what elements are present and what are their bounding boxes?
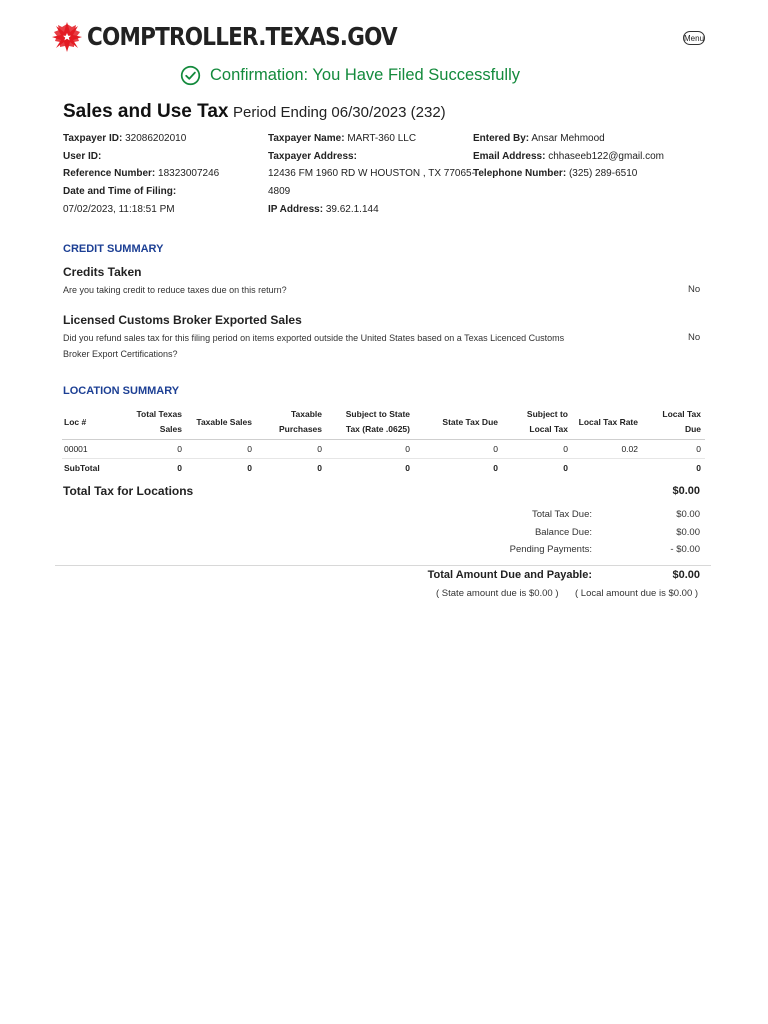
column-header-text: Purchases — [279, 424, 322, 434]
table-row — [62, 440, 705, 459]
table-cell: 0 — [414, 440, 502, 459]
column-header — [124, 405, 186, 440]
broker-question-line1: Did you refund sales tax for this filing period on items exported outside the United States based on a Texas Licenced Customs — [63, 333, 565, 343]
broker-question-line2: Broker Export Certifications? — [63, 349, 178, 359]
column-header-text: Subject to State — [345, 409, 410, 419]
entered-by — [473, 132, 605, 145]
taxpayer-address-label — [268, 150, 357, 163]
email-label: Email Address: — [473, 151, 546, 162]
table-header-row — [62, 405, 705, 440]
table-cell: 0 — [502, 440, 572, 459]
column-header-text: Taxable Sales — [196, 416, 252, 427]
confirmation-text: Confirmation: You Have Filed Successfully — [210, 66, 520, 84]
taxpayer-address-label-text: Taxpayer Address: — [268, 151, 357, 162]
column-header — [256, 405, 326, 440]
column-header-text: Total Texas — [136, 409, 182, 419]
ip-label: IP Address: — [268, 204, 324, 215]
column-header-text: Local Tax Rate — [578, 416, 638, 427]
table-body — [62, 440, 705, 478]
location-table — [62, 405, 705, 477]
taxpayer-name-value: MART-360 LLC — [347, 133, 417, 144]
subtotal-cell: 0 — [493, 463, 498, 473]
local-amount-note: ( Local amount due is $0.00 ) — [575, 588, 699, 599]
taxpayer-address-line1: 12436 FM 1960 RD W HOUSTON , TX 77065- — [268, 168, 475, 179]
column-header-text: Sales — [159, 424, 182, 434]
column-header-text: Local Tax — [529, 424, 568, 434]
column-header — [642, 405, 705, 440]
confirmation-banner — [180, 64, 520, 86]
credits-taken-question: Are you taking credit to reduce taxes due on this return? — [63, 285, 287, 295]
page-title: Sales and Use Tax — [63, 101, 229, 122]
phone-value: (325) 289-6510 — [568, 168, 638, 179]
column-header-text: State Tax Due — [442, 416, 498, 427]
credit-summary-heading: CREDIT SUMMARY — [63, 243, 164, 255]
ip-value: 39.62.1.144 — [325, 204, 379, 215]
subtotal-cell: 0 — [177, 463, 182, 473]
broker-answer: No — [688, 332, 701, 343]
total-tax-locations-value: $0.00 — [672, 485, 700, 497]
reference-value: 18323007246 — [158, 168, 220, 179]
star-seal-icon — [52, 22, 82, 52]
table-cell: 0 — [124, 440, 186, 459]
state-amount-note: ( State amount due is $0.00 ) — [436, 588, 559, 599]
column-header — [414, 405, 502, 440]
table-cell: 0 — [256, 440, 326, 459]
taxpayer-name — [268, 132, 416, 145]
site-name: COMPTROLLER.TEXAS.GOV — [87, 22, 397, 51]
total-tax-locations-label: Total Tax for Locations — [63, 484, 194, 498]
entered-by-label: Entered By: — [473, 133, 530, 144]
broker-title: Licensed Customs Broker Exported Sales — [63, 313, 302, 327]
subtotal-row — [62, 459, 705, 478]
menu-button[interactable]: Menu — [683, 31, 705, 45]
table-cell: 0 — [642, 440, 705, 459]
table-cell: 00001 — [62, 440, 124, 459]
email-address — [473, 150, 664, 163]
column-header — [572, 405, 642, 440]
column-header-text: Loc # — [64, 416, 87, 427]
total-payable-value: $0.00 — [672, 569, 700, 581]
user-id-label: User ID: — [63, 151, 102, 162]
entered-by-value: Ansar Mehmood — [531, 133, 605, 144]
subtotal-cell: 0 — [405, 463, 410, 473]
filing-time-label-text: Date and Time of Filing: — [63, 186, 177, 197]
column-header-text: Taxable — [290, 409, 322, 419]
subtotal-cell: 0 — [247, 463, 252, 473]
column-header — [62, 405, 124, 440]
column-header-text: Subject to — [526, 409, 568, 419]
reference-number — [63, 167, 219, 180]
subtotal-cell: 0 — [317, 463, 322, 473]
column-header — [186, 405, 256, 440]
column-header-text: Tax (Rate .0625) — [345, 424, 410, 434]
credits-taken-title: Credits Taken — [63, 265, 142, 279]
ip-address — [268, 203, 379, 216]
taxpayer-id-value: 32086202010 — [125, 133, 187, 144]
taxpayer-id — [63, 132, 186, 145]
filing-time-value: 07/02/2023, 11:18:51 PM — [63, 204, 175, 215]
check-circle-icon — [180, 65, 201, 86]
email-value: chhaseeb122@gmail.com — [548, 151, 664, 162]
total-payable-label: Total Amount Due and Payable: — [427, 569, 592, 581]
subtotal-cell: 0 — [696, 463, 701, 473]
total-tax-due-value: $0.00 — [676, 509, 700, 520]
total-tax-due-label: Total Tax Due: — [531, 509, 592, 520]
column-header — [326, 405, 414, 440]
taxpayer-name-label: Taxpayer Name: — [268, 133, 345, 144]
column-header-text: Local Tax Due — [662, 409, 701, 434]
column-header — [502, 405, 572, 440]
reference-label: Reference Number: — [63, 168, 156, 179]
subtotal-cell — [572, 459, 642, 478]
subtotal-cell: SubTotal — [64, 463, 100, 473]
pending-payments-label: Pending Payments: — [509, 544, 592, 555]
taxpayer-address-line2: 4809 — [268, 186, 291, 197]
balance-due-label: Balance Due: — [534, 527, 592, 538]
credits-taken-answer: No — [688, 284, 701, 295]
location-summary-heading: LOCATION SUMMARY — [63, 385, 180, 397]
table-cell: 0 — [186, 440, 256, 459]
subtotal-cell: 0 — [563, 463, 568, 473]
divider — [55, 565, 711, 566]
filing-time-label — [63, 185, 176, 198]
taxpayer-id-label: Taxpayer ID: — [63, 133, 123, 144]
phone-label: Telephone Number: — [473, 168, 567, 179]
telephone-number — [473, 167, 637, 180]
pending-payments-value: - $0.00 — [670, 544, 700, 555]
balance-due-value: $0.00 — [676, 527, 700, 538]
period-ending: Period Ending 06/30/2023 (232) — [233, 104, 446, 121]
table-cell: 0 — [326, 440, 414, 459]
table-cell: 0.02 — [572, 440, 642, 459]
user-id — [63, 150, 101, 163]
site-logo[interactable] — [52, 20, 447, 54]
